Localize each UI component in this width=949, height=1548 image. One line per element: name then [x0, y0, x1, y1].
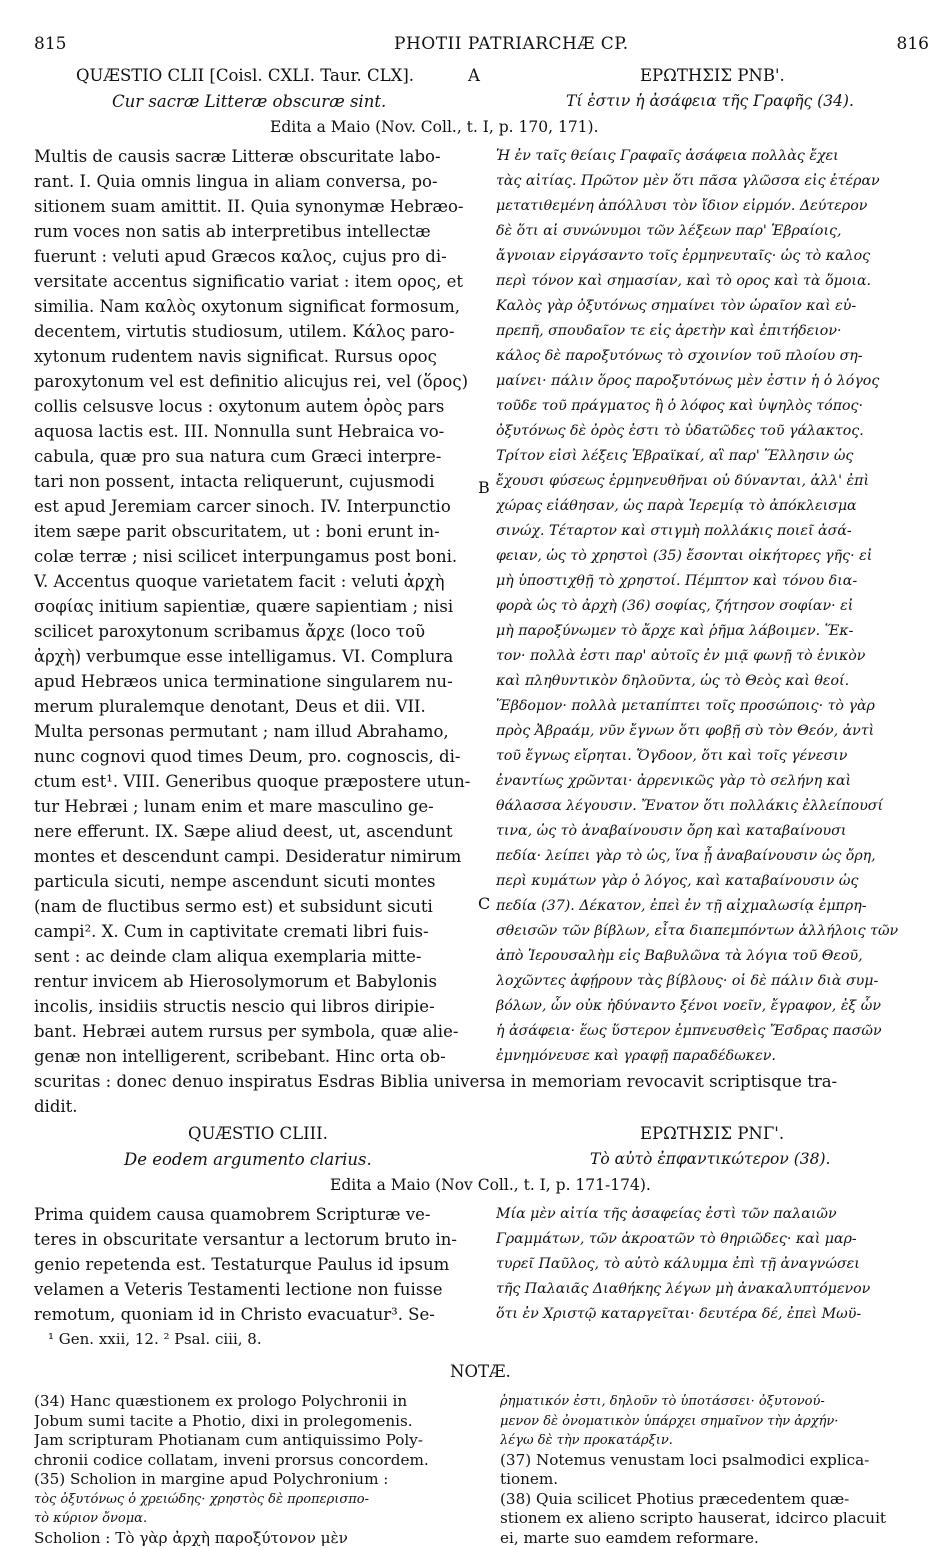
note-line: (35) Scholion in margine apud Polychronium :	[34, 1470, 474, 1490]
margin-letter-b: B	[478, 478, 490, 497]
greek-text-line: ὀξυτόνως δὲ ὀρὸς ἐστι τὸ ὑδατῶδες τοῦ γάλακτος.	[496, 419, 936, 444]
greek-text-line: χώρας εἰάθησαν, ὡς παρὰ Ἱερεμίᾳ τὸ ἀπόκλεισμα	[496, 494, 936, 519]
q153-latin-subtitle: De eodem argumento clarius.	[124, 1150, 372, 1169]
note-line: ei, marte suo eamdem reformare.	[500, 1529, 940, 1548]
greek-text-line: Ἕβδομον· πολλὰ μεταπίπτει τοῖς προσώποις· τὸ γὰρ	[496, 694, 936, 719]
greek-text-line: ἡ ἀσάφεια· ἕως ὕστερον ἐμπνευσθεὶς Ἔσδρας πασῶν	[496, 1019, 936, 1044]
greek-text-line: τυρεῖ Παῦλος, τὸ αὐτὸ κάλυμμα ἐπὶ τῇ ἀναγνώσει	[496, 1252, 936, 1277]
greek-text-line: μετατιθεμένη ἀπόλλυσι τὸν ἴδιον εἱρμόν. Δεύτερον	[496, 194, 936, 219]
latin-text-line: xytonum rudentem navis significat. Rursus ορος	[34, 344, 474, 369]
note-greek-line: τὸ κύριον ὄνομα.	[34, 1509, 474, 1529]
q153-greek-title: ΕΡΩΤΗΣΙΣ ΡΝΓ'.	[640, 1124, 784, 1143]
q152-greek-title: ΕΡΩΤΗΣΙΣ ΡΝΒ'.	[640, 66, 785, 85]
greek-text-line: μὴ ὑποστιχθῇ τὸ χρηστοί. Πέμπτον καὶ τόνου δια-	[496, 569, 936, 594]
latin-text-line: nere efferunt. IX. Sæpe aliud deest, ut, ascendunt	[34, 819, 474, 844]
greek-text-line: Καλὸς γὰρ ὀξυτόνως σημαίνει τὸν ὡραῖον καὶ εὐ-	[496, 294, 936, 319]
greek-text-line: φειαν, ὡς τὸ χρηστοὶ (35) ἔσονται οἰκήτορες γῆς· εἰ	[496, 544, 936, 569]
right-page-number: 816	[897, 34, 929, 54]
running-title: PHOTII PATRIARCHÆ CP.	[394, 34, 629, 54]
q152-latin-subtitle: Cur sacræ Litteræ obscuræ sint.	[112, 92, 386, 111]
greek-text-line: πεδία· λείπει γὰρ τὸ ὡς, ἵνα ᾖ ἀναβαίνουσιν ὡς ὄρη,	[496, 844, 936, 869]
latin-text-line: bant. Hebræi autem rursus per symbola, quæ alie-	[34, 1019, 474, 1044]
greek-text-line: μὴ παροξύνωμεν τὸ ἄρχε καὶ ῥῆμα λάβοιμεν. Ἕκ-	[496, 619, 936, 644]
latin-text-line: cabula, quæ pro sua natura cum Græci interpre-	[34, 444, 474, 469]
greek-text-line: Ἡ ἐν ταῖς θείαις Γραφαῖς ἀσάφεια πολλὰς ἔχει	[496, 144, 936, 169]
note-line: stionem ex alieno scripto hauserat, idcirco placuit	[500, 1509, 940, 1529]
greek-text-line: τον· πολλὰ ἐστι παρ' αὐτοῖς ἐν μιᾷ φωνῇ τὸ ἑνικὸν	[496, 644, 936, 669]
latin-text-line: campi². X. Cum in captivitate cremati libri fuis-	[34, 919, 474, 944]
full-width-text-line: didit.	[34, 1094, 934, 1119]
greek-text-line: ἐμνημόνευσε καὶ γραφῇ παραδέδωκεν.	[496, 1044, 936, 1069]
greek-text-line: περὶ κυμάτων γὰρ ὁ λόγος, καὶ καταβαίνουσιν ὡς	[496, 869, 936, 894]
note-line: (34) Hanc quæstionem ex prologo Polychronii in	[34, 1392, 474, 1412]
latin-text-line: Multis de causis sacræ Litteræ obscuritate labo-	[34, 144, 474, 169]
note-line: tionem.	[500, 1470, 940, 1490]
latin-text-line: versitate accentus significatio variat : item ορος, et	[34, 269, 474, 294]
latin-text-line: rant. I. Quia omnis lingua in aliam conversa, po-	[34, 169, 474, 194]
latin-text-line: V. Accentus quoque varietatem facit : veluti ἀρχὴ	[34, 569, 474, 594]
margin-letter-a: A	[468, 66, 480, 85]
latin-text-line: incolis, insidiis structis nescio qui libros diripie-	[34, 994, 474, 1019]
greek-text-line: βόλων, ὧν οὐκ ἠδύναντο ξένοι νοεῖν, ἔγραφον, ἐξ ὧν	[496, 994, 936, 1019]
greek-text-line: ἀπὸ Ἱερουσαλὴμ εἰς Βαβυλῶνα τὰ λόγια τοῦ Θεοῦ,	[496, 944, 936, 969]
greek-text-line: ἐναντίως χρῶνται· ἀρρενικῶς γὰρ τὸ σελήνη καὶ	[496, 769, 936, 794]
note-greek-line: ῥηματικόν ἐστι, δηλοῦν τὸ ὑποτάσσει· ὀξυτονού-	[500, 1392, 940, 1412]
greek-text-line: Μία μὲν αἰτία τῆς ἀσαφείας ἐστὶ τῶν παλαιῶν	[496, 1202, 936, 1227]
running-header	[34, 34, 929, 54]
notes-left-column	[34, 1392, 474, 1548]
full-width-text-line: scuritas : donec denuo inspiratus Esdras Biblia universa in memoriam revocavit scriptisque tra-	[34, 1069, 934, 1094]
greek-text-line: ἔχουσι φύσεως ἑρμηνευθῆναι οὐ δύνανται, ἀλλ' ἐπὶ	[496, 469, 936, 494]
greek-text-line: ὅτι ἐν Χριστῷ καταργεῖται· δευτέρα δέ, ἐπεὶ Μωϋ-	[496, 1302, 936, 1327]
q152-greek-subtitle: Τί ἐστιν ἡ ἀσάφεια τῆς Γραφῆς (34).	[566, 92, 854, 110]
note-greek-line: μενον δὲ ὀνοματικὸν ὑπάρχει σημαῖνον τὴν ἀρχήν·	[500, 1412, 940, 1432]
q153-greek-column	[496, 1202, 936, 1327]
latin-text-line: remotum, quoniam id in Christo evacuatur³. Se-	[34, 1302, 474, 1327]
greek-text-line: τὰς αἰτίας. Πρῶτον μὲν ὅτι πᾶσα γλῶσσα εἰς ἑτέραν	[496, 169, 936, 194]
note-line: (38) Quia scilicet Photius præcedentem quæ-	[500, 1490, 940, 1510]
latin-text-line: genio repetenda est. Testaturque Paulus id ipsum	[34, 1252, 474, 1277]
latin-text-line: velamen a Veteris Testamenti lectione non fuisse	[34, 1277, 474, 1302]
greek-text-line: μαίνει· πάλιν ὅρος παροξυτόνως μὲν ἐστιν ἡ ὁ λόγος	[496, 369, 936, 394]
latin-text-line: fuerunt : veluti apud Græcos καλος, cujus pro di-	[34, 244, 474, 269]
greek-text-line: καὶ πληθυντικὸν δηλοῦντα, ὡς τὸ Θεὸς καὶ θεοί.	[496, 669, 936, 694]
q153-greek-subtitle: Τὸ αὐτὸ ἐπφαντικώτερον (38).	[590, 1150, 830, 1168]
latin-text-line: decentem, virtutis studiosum, utilem. Κάλος paro-	[34, 319, 474, 344]
margin-letter-c: C	[478, 894, 490, 913]
note-greek-line: τὸς ὀξυτόνως ὁ χρειώδης· χρηστὸς δὲ προπερισπο-	[34, 1490, 474, 1510]
latin-text-line: colæ terræ ; nisi scilicet interpungamus post boni.	[34, 544, 474, 569]
latin-text-line: est apud Jeremiam carcer sinoch. IV. Interpunctio	[34, 494, 474, 519]
latin-text-line: ctum est¹. VIII. Generibus quoque præpostere utun-	[34, 769, 474, 794]
latin-text-line: scilicet paroxytonum scribamus ἄρχε (loco τοῦ	[34, 619, 474, 644]
latin-text-line: genæ non intelligerent, scribebant. Hinc orta ob-	[34, 1044, 474, 1069]
greek-text-line: δὲ ὅτι αἱ συνώνυμοι τῶν λέξεων παρ' Ἑβραίοις,	[496, 219, 936, 244]
note-line: Scholion : Τὸ γὰρ ἀρχὴ παροξύτονον μὲν	[34, 1529, 474, 1548]
latin-text-line: paroxytonum vel est definitio alicujus rei, vel (ὅρος)	[34, 369, 474, 394]
latin-text-line: rentur invicem ab Hierosolymorum et Babylonis	[34, 969, 474, 994]
latin-text-line: ἀρχὴ) verbumque esse intelligamus. VI. Complura	[34, 644, 474, 669]
greek-text-line: θάλασσα λέγουσιν. Ἔνατον ὅτι πολλάκις ἐλλείπουσί	[496, 794, 936, 819]
left-page-number: 815	[34, 34, 66, 54]
greek-text-line: Τρίτον εἰσὶ λέξεις Ἑβραϊκαί, αἳ παρ' Ἕλλησιν ὡς	[496, 444, 936, 469]
greek-text-line: τοῦ ἔγνως εἴρηται. Ὄγδοον, ὅτι καὶ τοῖς γένεσιν	[496, 744, 936, 769]
notes-heading: NOTÆ.	[450, 1362, 511, 1381]
latin-text-line: Prima quidem causa quamobrem Scripturæ ve-	[34, 1202, 474, 1227]
latin-text-line: similia. Nam καλὸς oxytonum significat formosum,	[34, 294, 474, 319]
greek-text-line: λοχῶντες ἀφῄρουν τὰς βίβλους· οἱ δὲ πάλιν διὰ συμ-	[496, 969, 936, 994]
latin-text-line: σοφίας initium sapientiæ, quære sapientiam ; nisi	[34, 594, 474, 619]
latin-text-line: particula sicuti, nempe ascendunt sicuti montes	[34, 869, 474, 894]
note-greek-line: λέγω δὲ τὴν προκατάρξιν.	[500, 1431, 940, 1451]
latin-text-line: apud Hebræos unica terminatione singularem nu-	[34, 669, 474, 694]
greek-text-line: ἄγνοιαν εἰργάσαντο τοῖς ἑρμηνευταῖς· ὡς τὸ καλος	[496, 244, 936, 269]
q152-latin-title: QUÆSTIO CLII [Coisl. CXLI. Taur. CLX].	[76, 66, 414, 85]
q152-latin-column	[34, 144, 474, 1069]
note-line: (37) Notemus venustam loci psalmodici explica-	[500, 1451, 940, 1471]
latin-text-line: sent : ac deinde clam aliqua exemplaria mitte-	[34, 944, 474, 969]
q153-edita: Edita a Maio (Nov Coll., t. I, p. 171-174).	[330, 1176, 651, 1194]
greek-text-line: πεδία (37). Δέκατον, ἐπεὶ ἐν τῇ αἰχμαλωσίᾳ ἐμπρη-	[496, 894, 936, 919]
latin-text-line: teres in obscuritate versantur a lectorum bruto in-	[34, 1227, 474, 1252]
notes-right-column	[500, 1392, 940, 1548]
greek-text-line: φορὰ ὡς τὸ ἀρχὴ (36) σοφίας, ζήτησον σοφίαν· εἰ	[496, 594, 936, 619]
q153-latin-column	[34, 1202, 474, 1327]
q152-edita: Edita a Maio (Nov. Coll., t. I, p. 170, 171).	[270, 118, 599, 136]
latin-text-line: tari non possent, intacta reliquerunt, cujusmodi	[34, 469, 474, 494]
latin-text-line: Multa personas permutant ; nam illud Abrahamo,	[34, 719, 474, 744]
latin-text-line: item sæpe parit obscuritatem, ut : boni erunt in-	[34, 519, 474, 544]
latin-text-line: rum voces non satis ab interpretibus intellectæ	[34, 219, 474, 244]
greek-text-line: σινώχ. Τέταρτον καὶ στιγμὴ πολλάκις ποιεῖ ἀσά-	[496, 519, 936, 544]
note-line: chronii codice collatam, inveni prorsus concordem.	[34, 1451, 474, 1471]
q153-latin-title: QUÆSTIO CLIII.	[188, 1124, 328, 1143]
latin-text-line: montes et descendunt campi. Desideratur nimirum	[34, 844, 474, 869]
greek-text-line: πρεπῆ, σπουδαῖον τε εἰς ἀρετὴν καὶ ἐπιτήδειον·	[496, 319, 936, 344]
latin-text-line: collis celsusve locus : oxytonum autem ὀρὸς pars	[34, 394, 474, 419]
greek-text-line: τοῦδε τοῦ πράγματος ἢ ὁ λόφος καὶ ὑψηλὸς τόπος·	[496, 394, 936, 419]
latin-text-line: merum pluralemque denotant, Deus et dii. VII.	[34, 694, 474, 719]
note-line: Jam scripturam Photianam cum antiquissimo Poly-	[34, 1431, 474, 1451]
latin-text-line: aquosa lactis est. III. Nonnulla sunt Hebraica vo-	[34, 419, 474, 444]
note-line: Jobum sumi tacite a Photio, dixi in prolegomenis.	[34, 1412, 474, 1432]
latin-text-line: sitionem suam amittit. II. Quia synonymæ Hebræo-	[34, 194, 474, 219]
q152-full-width-lines	[34, 1069, 934, 1119]
latin-text-line: tur Hebræi ; lunam enim et mare masculino ge-	[34, 794, 474, 819]
latin-text-line: (nam de fluctibus sermo est) et subsidunt sicuti	[34, 894, 474, 919]
footnotes: ¹ Gen. xxii, 12. ² Psal. ciii, 8.	[48, 1330, 262, 1348]
greek-text-line: πρὸς Ἀβραάμ, νῦν ἔγνων ὅτι φοβῇ σὺ τὸν Θεόν, ἀντὶ	[496, 719, 936, 744]
greek-text-line: κάλος δὲ παροξυτόνως τὸ σχοινίον τοῦ πλοίου ση-	[496, 344, 936, 369]
latin-text-line: nunc cognovi quod times Deum, pro. cognoscis, di-	[34, 744, 474, 769]
greek-text-line: σθεισῶν τῶν βίβλων, εἶτα διαπεμπόντων ἀλλήλοις τῶν	[496, 919, 936, 944]
greek-text-line: περὶ τόνον καὶ σημασίαν, καὶ τὸ ορος καὶ τὰ ὅμοια.	[496, 269, 936, 294]
q152-greek-column	[496, 144, 936, 1069]
greek-text-line: Γραμμάτων, τῶν ἀκροατῶν τὸ θηριῶδες· καὶ μαρ-	[496, 1227, 936, 1252]
greek-text-line: τῆς Παλαιᾶς Διαθήκης λέγων μὴ ἀνακαλυπτόμενον	[496, 1277, 936, 1302]
greek-text-line: τινα, ὡς τὸ ἀναβαίνουσιν ὄρη καὶ καταβαίνουσι	[496, 819, 936, 844]
